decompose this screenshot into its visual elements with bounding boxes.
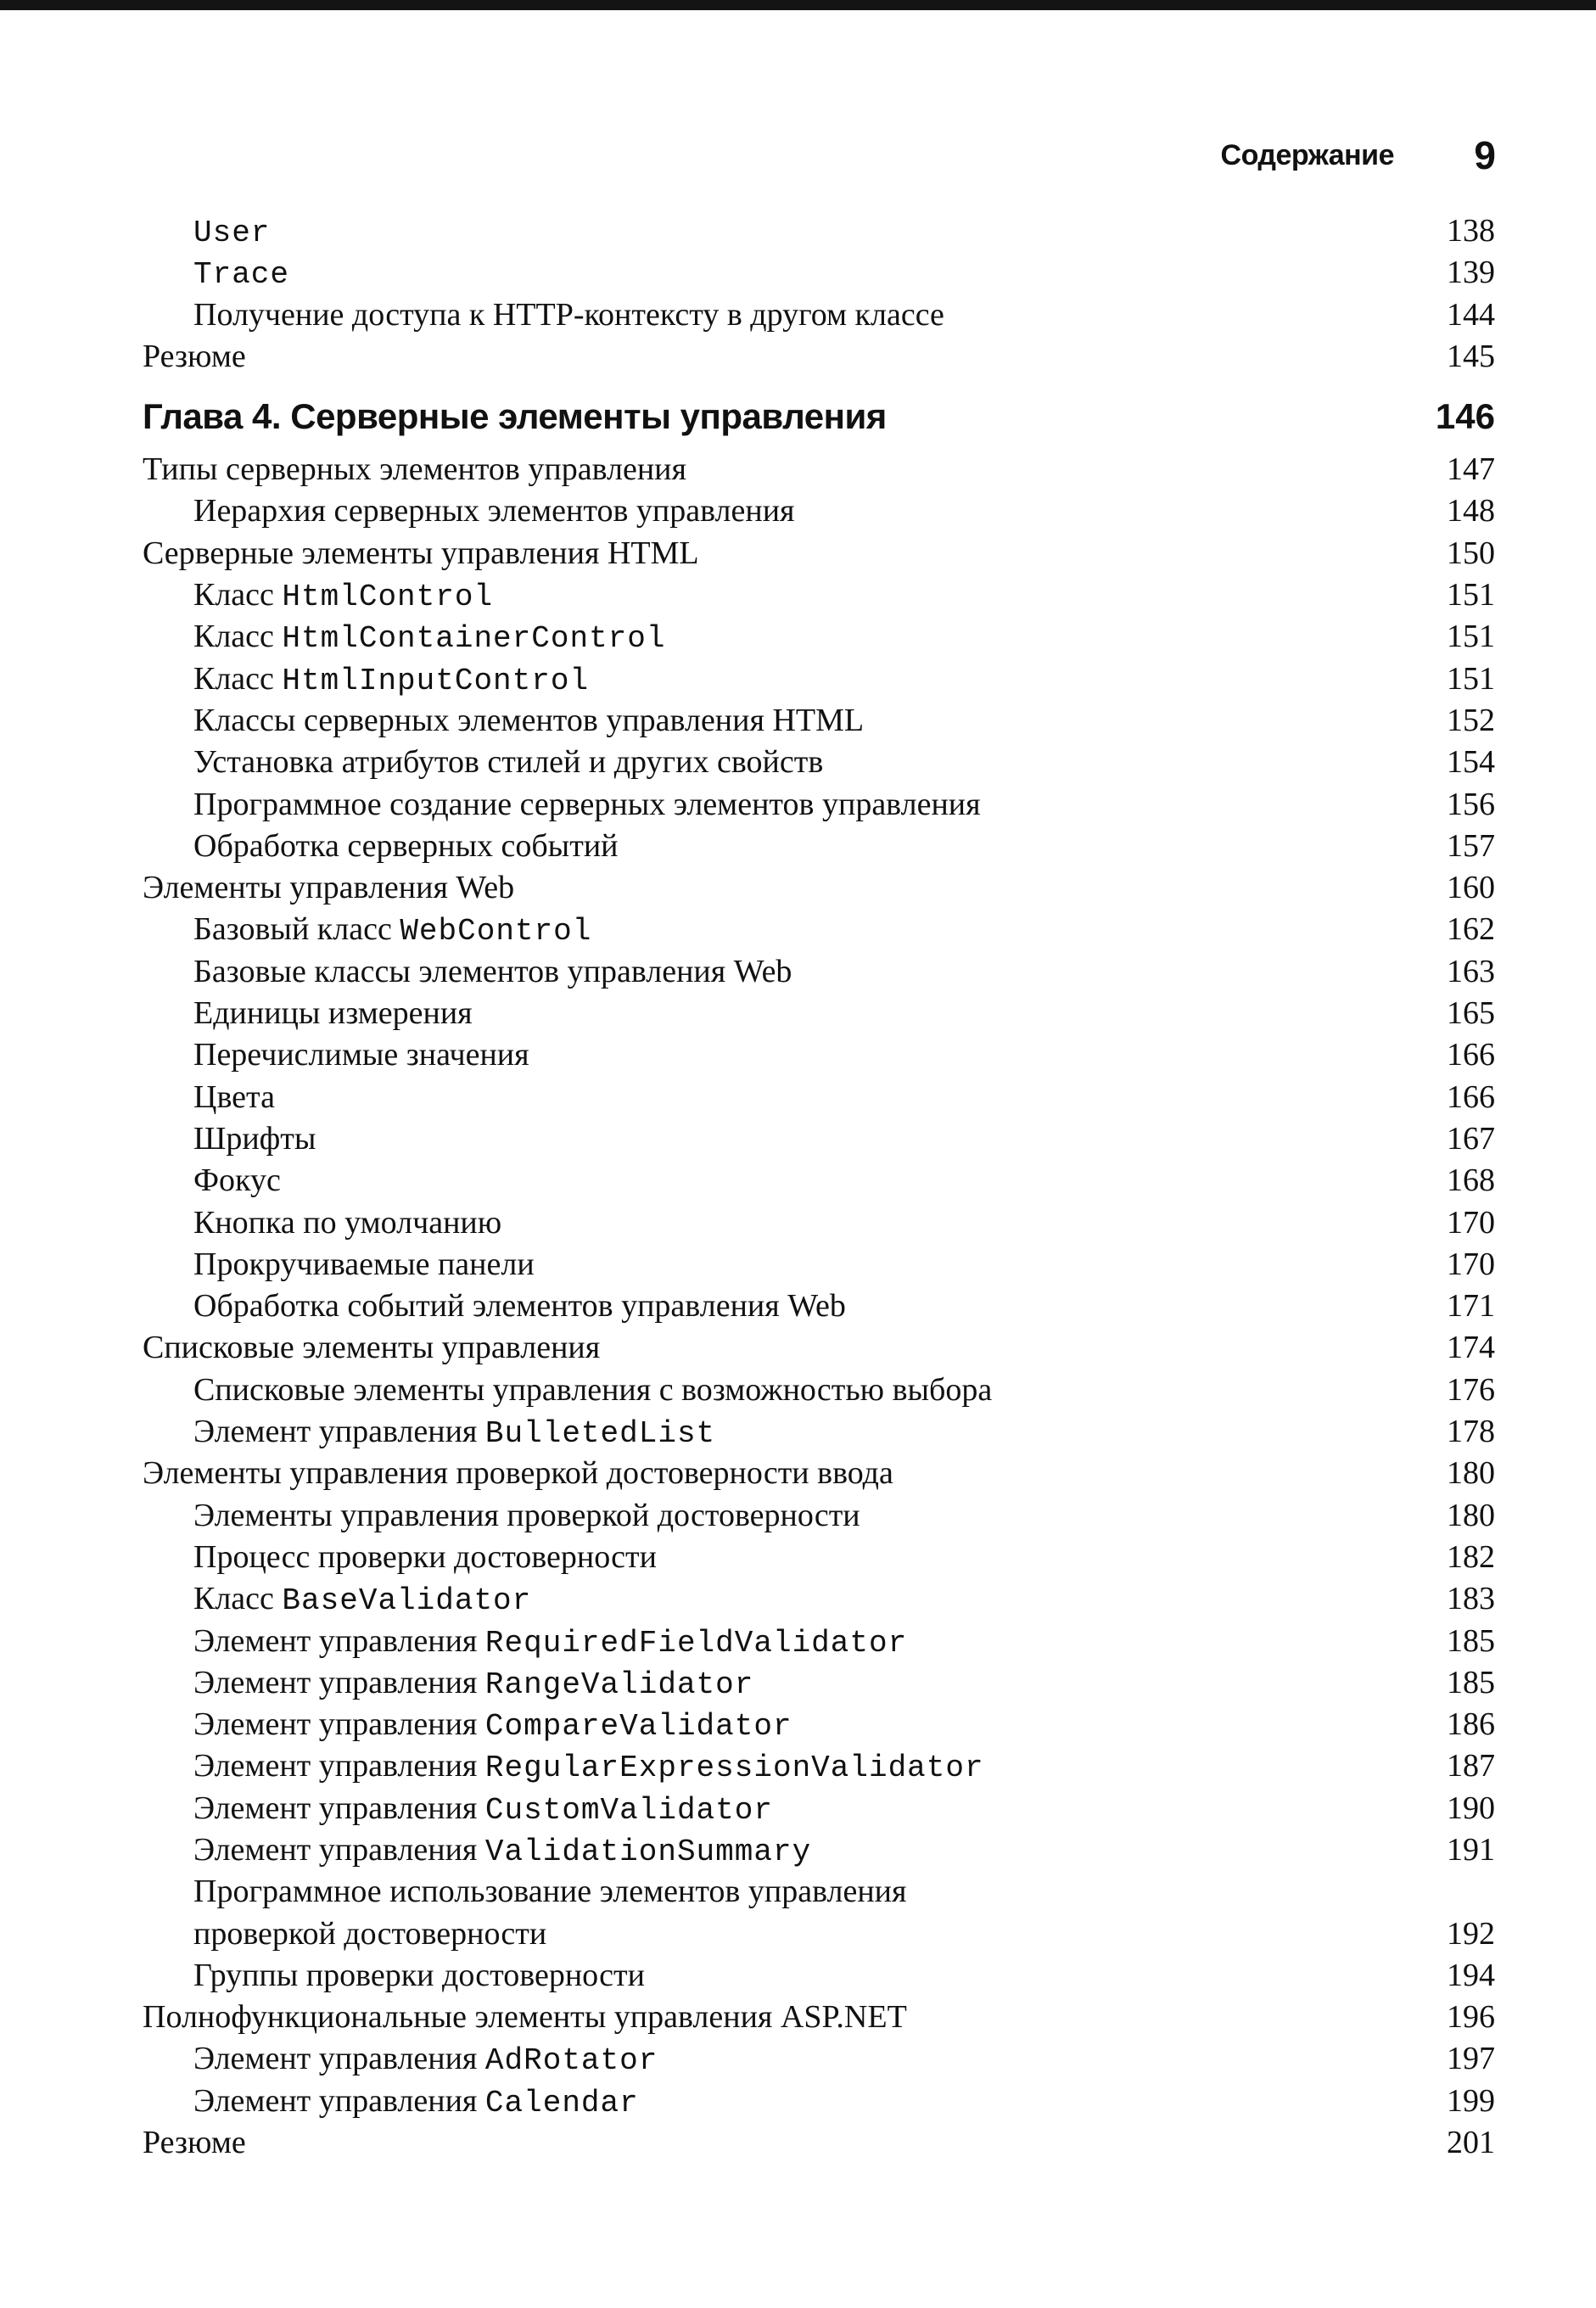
toc-entry-title (193, 1495, 860, 1538)
toc-entry-page: 199 (1447, 2082, 1495, 2119)
toc-entry-title (193, 1118, 316, 1162)
toc-entry-text: Типы серверных элементов управления (143, 451, 686, 488)
toc-entry-text: Элемент управления (193, 1748, 485, 1784)
toc-entry-text: Класс (193, 660, 283, 697)
toc-entry-page: 145 (1447, 338, 1495, 374)
toc-entry-code: RegularExpressionValidator (484, 1751, 984, 1786)
toc-entry[interactable] (143, 742, 1495, 783)
toc-entry[interactable] (143, 1370, 1495, 1411)
toc-entry-page: 196 (1447, 1999, 1495, 2036)
toc-entry[interactable] (143, 1118, 1495, 1160)
toc-entry-page: 154 (1447, 744, 1495, 781)
toc-entry-page: 180 (1447, 1497, 1495, 1533)
toc-entry[interactable] (143, 252, 1495, 294)
toc-entry-page: 178 (1447, 1414, 1495, 1450)
toc-entry-code: BulletedList (484, 1416, 716, 1452)
toc-entry[interactable] (143, 1913, 1495, 1955)
toc-entry-text: Элемент управления (193, 1622, 485, 1659)
toc-entry[interactable] (143, 1327, 1495, 1369)
toc-entry-text: Перечислимые значения (193, 1037, 529, 1073)
toc-entry-code: Calendar (484, 2085, 639, 2120)
toc-entry[interactable] (143, 294, 1495, 336)
toc-entry-page: 144 (1447, 296, 1495, 333)
toc-entry-text: Элемент управления (193, 2082, 485, 2119)
toc-entry[interactable] (143, 909, 1495, 950)
table-of-contents (143, 210, 1495, 2164)
toc-entry[interactable] (143, 826, 1495, 867)
toc-entry-title (143, 867, 514, 910)
toc-entry-text: Базовые классы элементов управления Web (193, 953, 792, 989)
toc-entry-title (143, 1453, 893, 1496)
toc-entry[interactable] (143, 574, 1495, 616)
toc-entry-title (193, 1621, 907, 1664)
toc-entry-page: 170 (1447, 1246, 1495, 1282)
toc-entry-page: 185 (1447, 1664, 1495, 1700)
toc-entry-text: Элементы управления Web (143, 870, 515, 906)
toc-entry-page: 183 (1447, 1581, 1495, 1617)
toc-entry[interactable] (143, 1788, 1495, 1829)
toc-entry-text: Элемент управления (193, 1790, 485, 1826)
toc-entry-title (143, 449, 686, 492)
toc-entry-page: 152 (1447, 702, 1495, 738)
toc-entry[interactable] (143, 700, 1495, 742)
toc-entry[interactable] (143, 1704, 1495, 1745)
toc-entry-title (193, 1871, 907, 1914)
toc-entry[interactable] (143, 533, 1495, 574)
toc-entry-title (193, 2081, 639, 2124)
toc-entry-page: 160 (1447, 870, 1495, 906)
toc-entry-page: 180 (1447, 1455, 1495, 1492)
toc-entry-page: 139 (1447, 255, 1495, 291)
toc-entry-code: HtmlControl (282, 580, 494, 615)
chapter-page: 146 (1435, 396, 1495, 437)
toc-entry-page: 187 (1447, 1748, 1495, 1784)
toc-entry-page: 157 (1447, 827, 1495, 864)
toc-entry-title (193, 2038, 658, 2081)
toc-entry-page: 151 (1447, 619, 1495, 655)
toc-entry-page: 185 (1447, 1622, 1495, 1659)
toc-entry-text: Серверные элементы управления HTML (143, 535, 699, 571)
toc-entry[interactable] (143, 1411, 1495, 1453)
toc-entry-code: HtmlInputControl (282, 663, 590, 698)
toc-entry-text: Иерархия серверных элементов управления (193, 493, 795, 529)
toc-entry-page: 138 (1447, 213, 1495, 249)
toc-entry-text: Элемент управления (193, 1706, 485, 1743)
toc-entry-text: Элемент управления (193, 2041, 485, 2077)
toc-entry-page: 194 (1447, 1957, 1495, 1993)
toc-entry-title (143, 533, 699, 576)
toc-entry[interactable] (143, 2081, 1495, 2122)
toc-entry-text: Шрифты (193, 1120, 316, 1157)
toc-entry-text: Элементы управления проверкой достоверности ввода (143, 1455, 893, 1492)
toc-entry[interactable] (143, 616, 1495, 658)
toc-entry-text: Списковые элементы управления с возможностью выбора (193, 1371, 993, 1408)
toc-entry-title (143, 1997, 907, 2040)
toc-entry-text: Резюме (143, 338, 246, 374)
toc-entry-text: Установка атрибутов стилей и других свойств (193, 744, 824, 781)
toc-entry-text: Кнопка по умолчанию (193, 1204, 502, 1241)
toc-entry-text: Элемент управления (193, 1831, 485, 1868)
toc-entry[interactable] (143, 951, 1495, 993)
toc-entry-page: 186 (1447, 1706, 1495, 1743)
toc-entry-text: Цвета (193, 1078, 275, 1115)
toc-entry-code: WebControl (400, 914, 592, 950)
toc-entry-page: 162 (1447, 911, 1495, 948)
toc-entry-title (143, 1327, 600, 1370)
toc-entry-title (143, 336, 246, 379)
toc-entry[interactable] (143, 210, 1495, 252)
toc-entry[interactable] (143, 1537, 1495, 1578)
toc-entry-title (193, 742, 823, 785)
toc-entry-title (193, 1160, 281, 1203)
toc-entry-text: Полнофункциональные элементы управления ASP.NET (143, 1999, 907, 2036)
toc-entry-title (193, 616, 666, 659)
toc-entry-code: ValidationSummary (484, 1834, 812, 1869)
toc-entry-page: 171 (1447, 1288, 1495, 1325)
toc-entry[interactable] (143, 1621, 1495, 1662)
toc-entry-text: Обработка серверных событий (193, 827, 619, 864)
toc-entry-code: HtmlContainerControl (282, 621, 666, 657)
toc-entry-text: Базовый класс (193, 911, 400, 948)
toc-entry-title (193, 1244, 535, 1287)
toc-entry-page: 197 (1447, 2041, 1495, 2077)
toc-entry[interactable] (143, 2038, 1495, 2080)
toc-entry[interactable] (143, 1578, 1495, 1620)
toc-entry-page: 151 (1447, 577, 1495, 613)
toc-entry[interactable] (143, 1495, 1495, 1537)
running-title: Содержание (1220, 139, 1394, 171)
toc-entry-title (193, 951, 792, 994)
toc-entry-text: Процесс проверки достоверности (193, 1538, 657, 1575)
toc-entry[interactable] (143, 1453, 1495, 1494)
toc-entry-code: BaseValidator (282, 1583, 532, 1619)
toc-entry-page: 163 (1447, 953, 1495, 989)
toc-entry[interactable] (143, 449, 1495, 490)
toc-entry-title (193, 826, 619, 869)
toc-entry-text: Класс (193, 577, 283, 613)
toc-entry-code: AdRotator (484, 2043, 658, 2079)
toc-entry-title (193, 1704, 792, 1747)
toc-entry[interactable] (143, 867, 1495, 909)
page-number: 9 (1474, 133, 1496, 177)
toc-entry-title (193, 1788, 773, 1831)
toc-entry-title (193, 210, 270, 254)
toc-entry-title (193, 1202, 501, 1246)
toc-entry[interactable] (143, 1286, 1495, 1327)
toc-entry[interactable] (143, 993, 1495, 1034)
toc-entry-title (193, 993, 473, 1036)
toc-entry-title (193, 1662, 753, 1706)
toc-entry[interactable] (143, 1745, 1495, 1787)
toc-entry-title (193, 909, 591, 952)
toc-entry[interactable] (143, 1829, 1495, 1871)
toc-entry-code: RequiredFieldValidator (484, 1625, 908, 1661)
toc-entry-page: 191 (1447, 1831, 1495, 1868)
page-header (0, 127, 1596, 187)
toc-entry-text: Программное создание серверных элементов управления (193, 786, 981, 822)
toc-entry[interactable] (143, 1034, 1495, 1076)
toc-entry-title (193, 1411, 715, 1454)
toc-entry-text: Получение доступа к HTTP-контексту в другом классе (193, 296, 944, 333)
toc-entry-title (193, 1034, 529, 1078)
scan-top-edge (0, 0, 1596, 10)
toc-entry[interactable] (143, 784, 1495, 826)
toc-entry[interactable] (143, 336, 1495, 378)
toc-entry-page: 156 (1447, 786, 1495, 822)
toc-entry-text: Элемент управления (193, 1414, 485, 1450)
toc-entry-page: 166 (1447, 1037, 1495, 1073)
toc-entry[interactable] (143, 1244, 1495, 1286)
toc-entry-code: Trace (193, 257, 290, 293)
toc-entry-text: Прокручиваемые панели (193, 1246, 535, 1282)
toc-entry-page: 201 (1447, 2125, 1495, 2161)
toc-entry-title (193, 784, 981, 827)
toc-entry-code: CustomValidator (484, 1792, 773, 1828)
toc-entry-title (193, 1537, 657, 1580)
toc-entry[interactable] (143, 1997, 1495, 2038)
toc-entry-page: 151 (1447, 660, 1495, 697)
toc-entry-page: 150 (1447, 535, 1495, 571)
chapter-title: Глава 4. Серверные элементы управления (143, 396, 887, 437)
toc-entry-code: User (193, 216, 271, 250)
toc-entry-text: Элементы управления проверкой достоверности (193, 1497, 860, 1533)
toc-entry-title (193, 252, 289, 295)
toc-entry-text: Резюме (143, 2125, 246, 2161)
toc-entry-title (193, 1286, 846, 1329)
toc-entry-page: 147 (1447, 451, 1495, 488)
toc-entry-text: Элемент управления (193, 1664, 485, 1700)
toc-entry-page: 168 (1447, 1162, 1495, 1199)
toc-entry-page: 190 (1447, 1790, 1495, 1826)
toc-entry-title (193, 574, 493, 618)
toc-entry-text: проверкой достоверности (193, 1915, 547, 1952)
toc-entry[interactable] (143, 1871, 1495, 1913)
toc-entry-page: 174 (1447, 1330, 1495, 1366)
toc-entry[interactable] (143, 2122, 1495, 2164)
toc-entry-text: Списковые элементы управления (143, 1330, 601, 1366)
toc-entry-page: 167 (1447, 1120, 1495, 1157)
toc-entry-code: CompareValidator (484, 1709, 792, 1745)
toc-entry-code: RangeValidator (484, 1667, 754, 1702)
toc-entry[interactable] (143, 490, 1495, 532)
toc-entry-page: 192 (1447, 1915, 1495, 1952)
toc-entry-title (193, 700, 864, 743)
chapter-heading (143, 378, 1495, 449)
toc-entry[interactable] (143, 1077, 1495, 1118)
toc-top-list (143, 210, 1495, 378)
toc-entry-text: Классы серверных элементов управления HTML (193, 702, 865, 738)
toc-entry[interactable] (143, 1662, 1495, 1704)
toc-entry-title (193, 658, 589, 702)
toc-entry-title (193, 1913, 546, 1957)
toc-entry-text: Программное использование элементов управления (193, 1874, 907, 1910)
toc-entry-text: Класс (193, 1581, 283, 1617)
toc-entry-title (193, 1077, 275, 1120)
toc-entry-page: 170 (1447, 1204, 1495, 1241)
toc-entry-text: Фокус (193, 1162, 281, 1199)
toc-entry-title (193, 294, 944, 338)
toc-entry-title (193, 490, 795, 534)
toc-entry-page: 165 (1447, 995, 1495, 1032)
toc-entry[interactable] (143, 1955, 1495, 1997)
toc-entry-text: Единицы измерения (193, 995, 473, 1032)
toc-entry-title (193, 1370, 992, 1413)
toc-entry-title (193, 1829, 811, 1873)
toc-main-list (143, 449, 1495, 2164)
toc-entry-title (193, 1578, 531, 1622)
toc-entry-title (193, 1955, 645, 1998)
toc-entry[interactable] (143, 1160, 1495, 1202)
toc-entry-page: 166 (1447, 1078, 1495, 1115)
toc-entry-page: 176 (1447, 1371, 1495, 1408)
toc-entry-text: Обработка событий элементов управления Web (193, 1288, 846, 1325)
toc-entry-page: 182 (1447, 1538, 1495, 1575)
toc-entry-text: Группы проверки достоверности (193, 1957, 645, 1993)
toc-entry-title (143, 2122, 246, 2165)
toc-entry[interactable] (143, 1202, 1495, 1244)
toc-entry[interactable] (143, 658, 1495, 700)
toc-entry-text: Класс (193, 619, 283, 655)
toc-entry-page: 148 (1447, 493, 1495, 529)
toc-entry-title (193, 1745, 984, 1789)
